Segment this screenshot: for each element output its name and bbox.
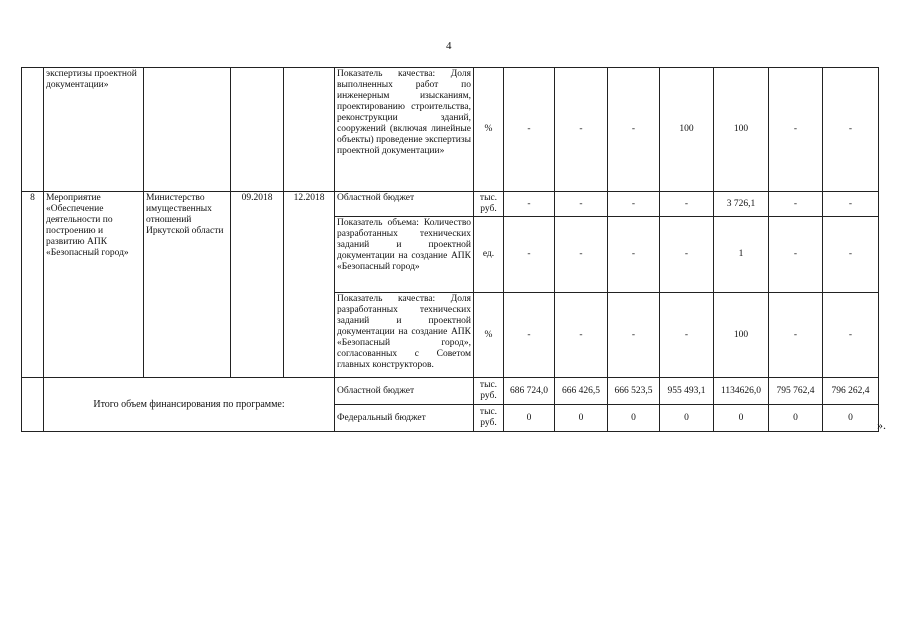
value-cell: 666 426,5 xyxy=(555,378,608,405)
table-row xyxy=(22,192,879,217)
total-label-cell: Итого объем финансирования по программе: xyxy=(44,378,335,432)
indicator-cell: Показатель качества: Доля разработанных технических заданий и проектной документации на создание АПК «Безопасный город», согласованных с Советом главных конструкторов. xyxy=(335,293,474,378)
indicator-cell: Показатель качества: Доля выполненных работ по инженерным изысканиям, проектированию строительства, реконструкции зданий, сооружений (включая линейные объекты) проведение экспертизы проектной документации» xyxy=(335,68,474,192)
value-cell: - xyxy=(555,217,608,293)
value-cell: 3 726,1 xyxy=(714,192,769,217)
value-cell: - xyxy=(608,293,660,378)
unit-cell: % xyxy=(474,68,504,192)
page-number: 4 xyxy=(446,40,452,52)
value-cell: - xyxy=(504,293,555,378)
measure-name-cell: экспертизы проектной документации» xyxy=(44,68,144,192)
value-cell: - xyxy=(555,192,608,217)
executor-cell: Министерство имущественных отношений Иркутской области xyxy=(144,192,231,378)
unit-cell: тыс. руб. xyxy=(474,405,504,432)
value-cell: - xyxy=(504,192,555,217)
value-cell: 1134626,0 xyxy=(714,378,769,405)
value-cell: 0 xyxy=(555,405,608,432)
row-number-cell xyxy=(22,68,44,192)
value-cell: - xyxy=(660,293,714,378)
value-cell: - xyxy=(769,293,823,378)
value-cell: - xyxy=(504,68,555,192)
executor-cell xyxy=(144,68,231,192)
value-cell: - xyxy=(769,68,823,192)
value-cell: - xyxy=(823,192,879,217)
value-cell: 0 xyxy=(608,405,660,432)
closing-quote-mark: ». xyxy=(877,418,886,432)
value-cell: - xyxy=(555,68,608,192)
row-number-cell xyxy=(22,378,44,432)
value-cell: 686 724,0 xyxy=(504,378,555,405)
value-cell: 0 xyxy=(660,405,714,432)
value-cell: 0 xyxy=(714,405,769,432)
value-cell: 955 493,1 xyxy=(660,378,714,405)
indicator-cell: Областной бюджет xyxy=(335,378,474,405)
value-cell: - xyxy=(504,217,555,293)
value-cell: 100 xyxy=(660,68,714,192)
row-number-cell: 8 xyxy=(22,192,44,378)
end-date-cell xyxy=(284,68,335,192)
value-cell: 0 xyxy=(504,405,555,432)
value-cell: - xyxy=(660,217,714,293)
value-cell: 1 xyxy=(714,217,769,293)
value-cell: - xyxy=(769,217,823,293)
indicator-cell: Областной бюджет xyxy=(335,192,474,217)
unit-cell: % xyxy=(474,293,504,378)
start-date-cell xyxy=(231,68,284,192)
unit-cell: тыс. руб. xyxy=(474,192,504,217)
value-cell: - xyxy=(823,293,879,378)
measure-name-cell: Мероприятие «Обеспечение деятельности по построению и развитию АПК «Безопасный город» xyxy=(44,192,144,378)
value-cell: - xyxy=(555,293,608,378)
value-cell: 796 262,4 xyxy=(823,378,879,405)
value-cell: 0 xyxy=(769,405,823,432)
indicator-cell: Показатель объема: Количество разработанных технических заданий и проектной документации на создание АПК «Безопасный город» xyxy=(335,217,474,293)
indicator-cell: Федеральный бюджет xyxy=(335,405,474,432)
table-row xyxy=(22,378,879,405)
value-cell: 100 xyxy=(714,68,769,192)
table-row xyxy=(22,68,879,192)
unit-cell: тыс. руб. xyxy=(474,378,504,405)
value-cell: 0 xyxy=(823,405,879,432)
value-cell: - xyxy=(823,217,879,293)
start-date-cell: 09.2018 xyxy=(231,192,284,378)
value-cell: - xyxy=(608,68,660,192)
value-cell: - xyxy=(608,192,660,217)
program-table xyxy=(21,67,879,432)
value-cell: 666 523,5 xyxy=(608,378,660,405)
value-cell: - xyxy=(823,68,879,192)
unit-cell: ед. xyxy=(474,217,504,293)
value-cell: 100 xyxy=(714,293,769,378)
value-cell: 795 762,4 xyxy=(769,378,823,405)
value-cell: - xyxy=(608,217,660,293)
value-cell: - xyxy=(769,192,823,217)
value-cell: - xyxy=(660,192,714,217)
end-date-cell: 12.2018 xyxy=(284,192,335,378)
